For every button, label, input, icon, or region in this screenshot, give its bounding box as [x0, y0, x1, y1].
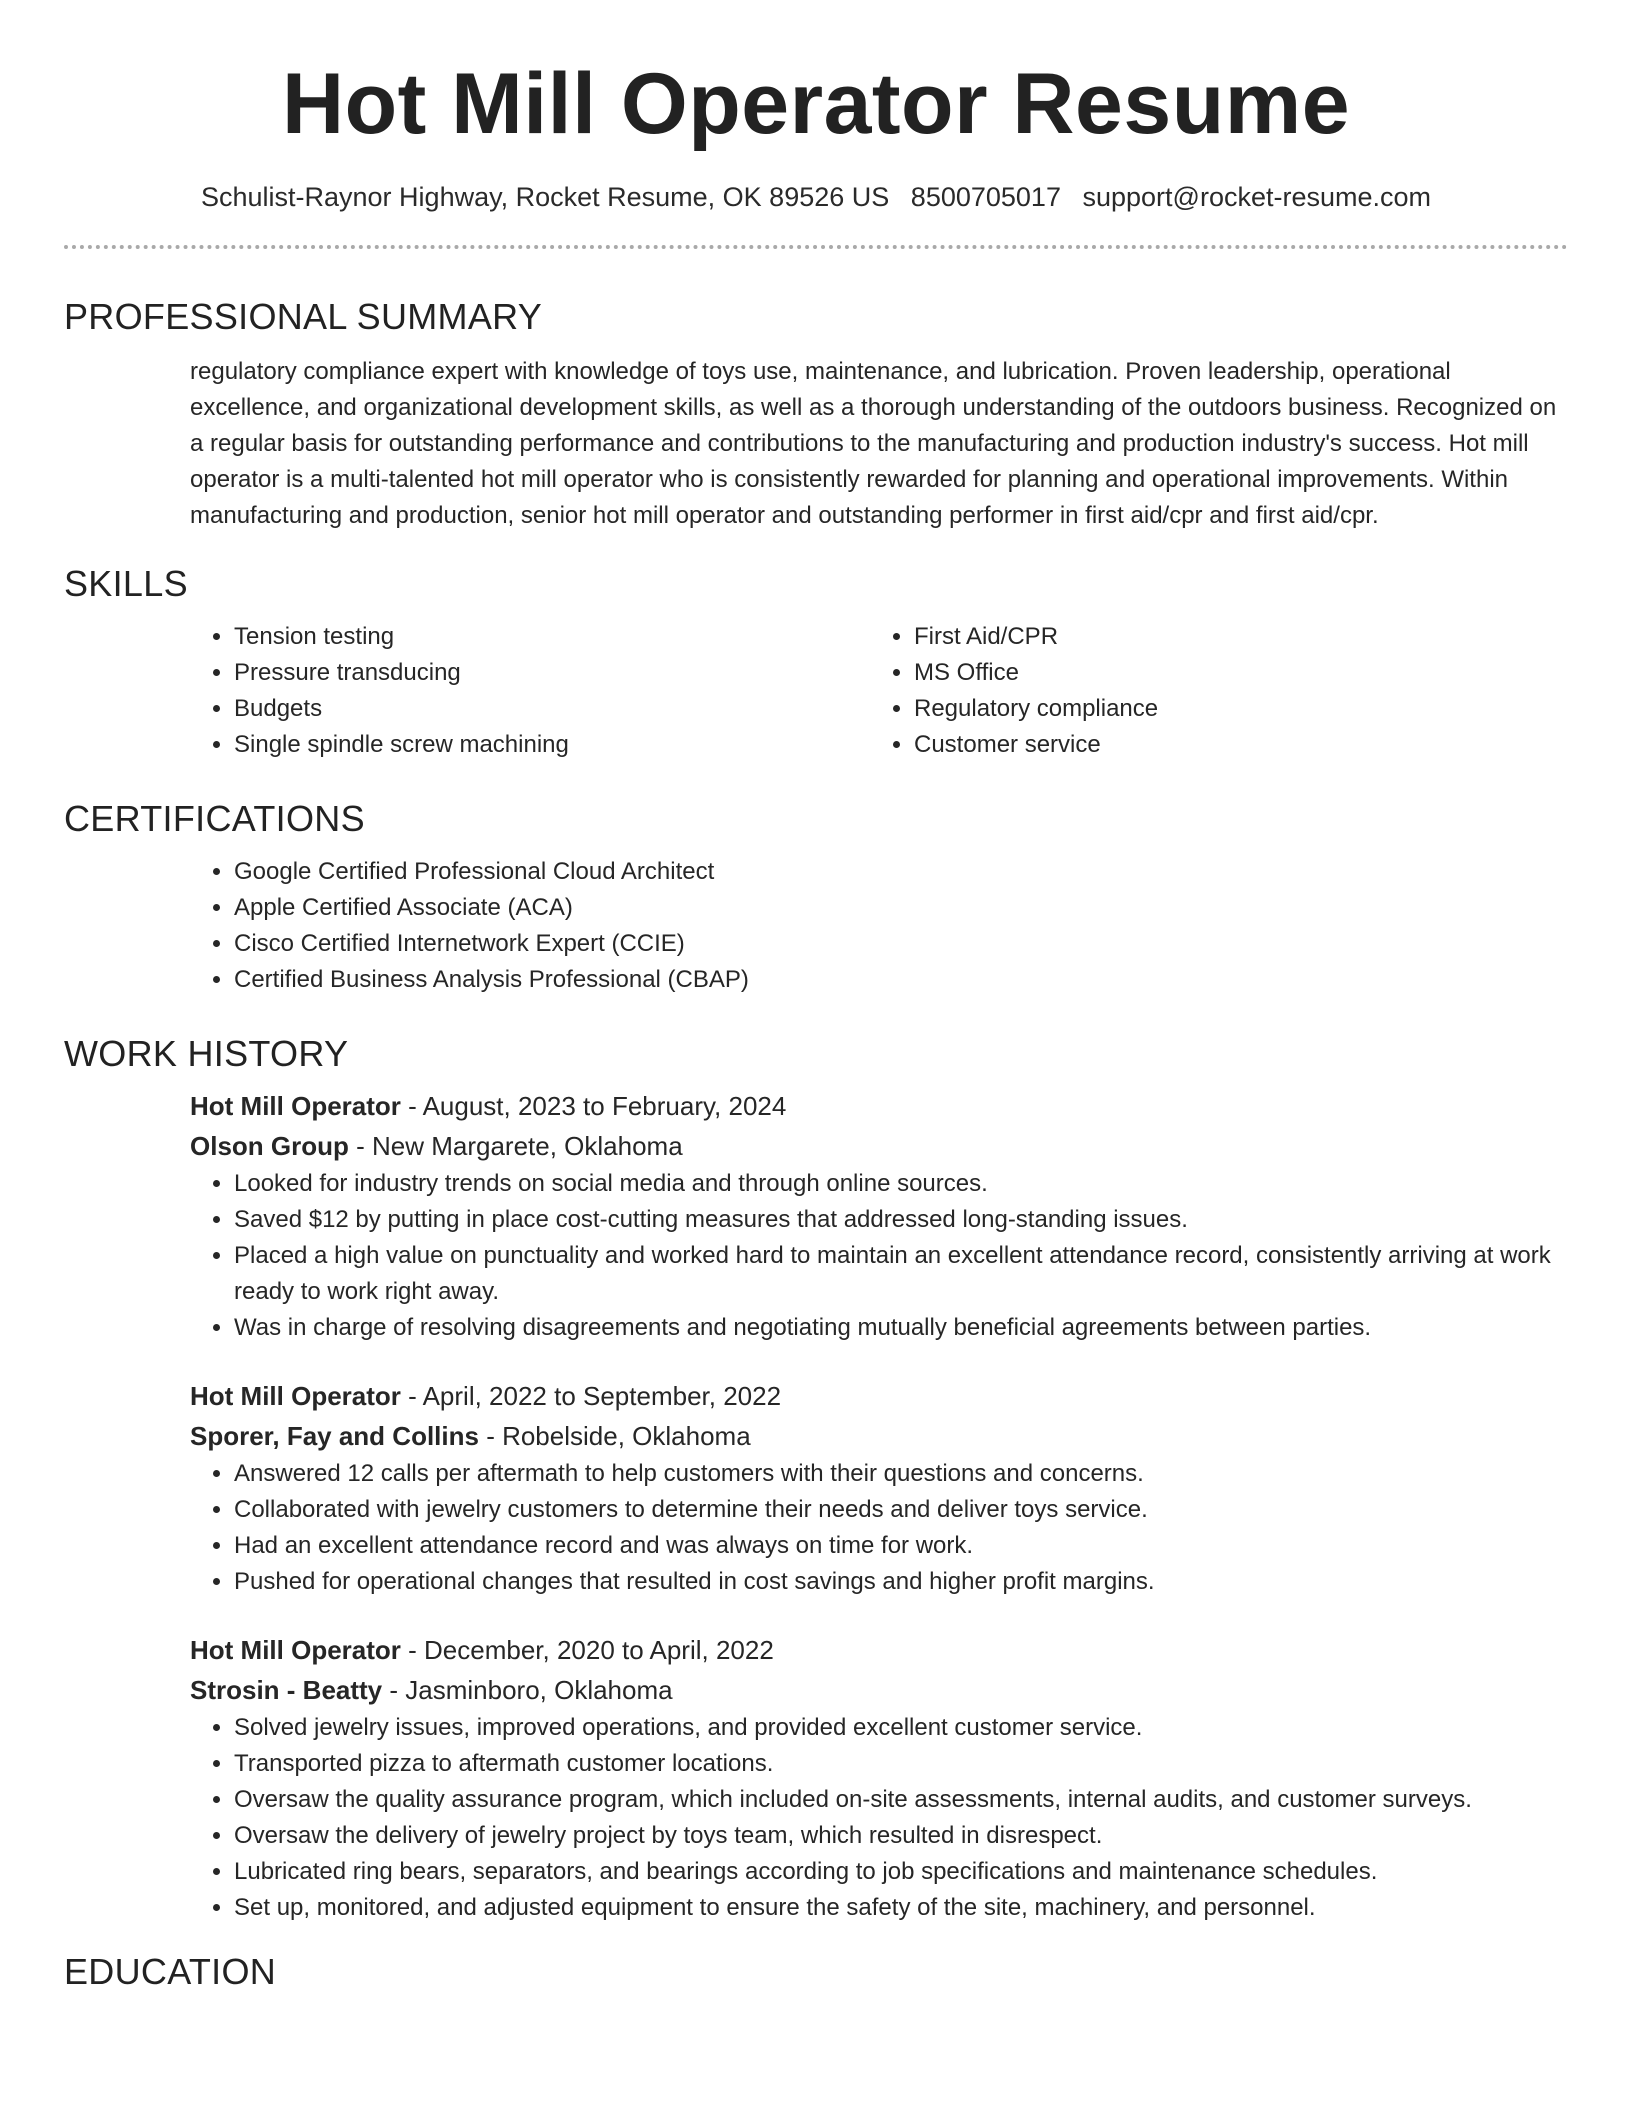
job-bullets: [190, 1166, 1568, 1346]
summary-text: regulatory compliance expert with knowledge of toys use, maintenance, and lubrication. Proven leadership, operational excellence, and organizational development skills, as well as a thorough understanding of the outdoors business. Recognized on a regular basis for outstanding performance and contributions to the manufacturing and production industry's success. Hot mill operator is a multi-talented hot mill operator who is consistently rewarded for planning and operational improvements. Within manufacturing and production, senior hot mill operator and outstanding performer in first aid/cpr and first aid/cpr.: [190, 358, 1557, 529]
skill-item: • Budgets: [234, 691, 870, 727]
contact-phone: 8500705017: [910, 182, 1061, 212]
job-bullet: • Was in charge of resolving disagreements and negotiating mutually beneficial agreements between parties.: [234, 1310, 1568, 1346]
job-bullet: • Pushed for operational changes that resulted in cost savings and higher profit margins.: [234, 1564, 1568, 1600]
job-bullet: • Oversaw the delivery of jewelry project by toys team, which resulted in disrespect.: [234, 1818, 1568, 1854]
skill-item: • Tension testing: [234, 619, 870, 655]
job-title: Hot Mill Operator: [190, 1381, 401, 1411]
skill-item: • First Aid/CPR: [914, 619, 1550, 655]
job-bullets: [190, 1456, 1568, 1600]
job-title: Hot Mill Operator: [190, 1091, 401, 1121]
certifications-list: [190, 854, 1568, 998]
job-title: Hot Mill Operator: [190, 1635, 401, 1665]
job-title-line: [190, 1376, 1568, 1416]
skills-list: [190, 619, 1568, 763]
skills-column-right: [870, 619, 1550, 763]
job-dates: - April, 2022 to September, 2022: [400, 1381, 782, 1411]
job-company: Sporer, Fay and Collins: [190, 1421, 479, 1451]
certification-item: • Cisco Certified Internetwork Expert (CCIE): [234, 926, 1568, 962]
job-company: Olson Group: [190, 1131, 349, 1161]
resume-page: [64, 0, 1568, 1994]
job-bullet: • Looked for industry trends on social media and through online sources.: [234, 1166, 1568, 1202]
job-title-line: [190, 1086, 1568, 1126]
education-heading: EDUCATION: [64, 1951, 277, 1992]
skill-item: • Pressure transducing: [234, 655, 870, 691]
job-company-line: [190, 1126, 1568, 1166]
skill-item: • Customer service: [914, 727, 1550, 763]
job-bullet: • Set up, monitored, and adjusted equipment to ensure the safety of the site, machinery, and personnel.: [234, 1890, 1568, 1926]
skill-item: • MS Office: [914, 655, 1550, 691]
job-location: - New Margarete, Oklahoma: [348, 1131, 683, 1161]
contact-address: Schulist-Raynor Highway, Rocket Resume, OK 89526 US: [200, 182, 890, 212]
certification-item: • Google Certified Professional Cloud Architect: [234, 854, 1568, 890]
job-bullet: • Placed a high value on punctuality and worked hard to maintain an excellent attendance record, consistently arriving at work ready to work right away.: [234, 1238, 1568, 1310]
job-bullet: • Oversaw the quality assurance program, which included on-site assessments, internal audits, and customer surveys.: [234, 1782, 1568, 1818]
job-company: Strosin - Beatty: [190, 1675, 383, 1705]
job-entry: [190, 1376, 1568, 1600]
job-entry: [190, 1086, 1568, 1346]
header-divider: [64, 245, 1568, 249]
job-bullet: • Transported pizza to aftermath customer locations.: [234, 1746, 1568, 1782]
skill-item: • Single spindle screw machining: [234, 727, 870, 763]
summary-heading: PROFESSIONAL SUMMARY: [64, 296, 543, 337]
job-location: - Robelside, Oklahoma: [478, 1421, 751, 1451]
work-history-heading: WORK HISTORY: [64, 1033, 349, 1074]
skills-column-left: [190, 619, 870, 763]
job-entry: [190, 1630, 1568, 1926]
job-dates: - December, 2020 to April, 2022: [400, 1635, 774, 1665]
contact-line: [64, 179, 1568, 215]
job-location: - Jasminboro, Oklahoma: [382, 1675, 673, 1705]
job-title-line: [190, 1630, 1568, 1670]
skills-heading: SKILLS: [64, 563, 188, 604]
job-company-line: [190, 1670, 1568, 1710]
contact-email: support@rocket-resume.com: [1082, 182, 1432, 212]
job-bullets: [190, 1710, 1568, 1926]
certification-item: • Certified Business Analysis Professional (CBAP): [234, 962, 1568, 998]
job-bullet: • Saved $12 by putting in place cost-cutting measures that addressed long-standing issues.: [234, 1202, 1568, 1238]
job-bullet: • Answered 12 calls per aftermath to help customers with their questions and concerns.: [234, 1456, 1568, 1492]
job-bullet: • Solved jewelry issues, improved operations, and provided excellent customer service.: [234, 1710, 1568, 1746]
skill-item: • Regulatory compliance: [914, 691, 1550, 727]
job-company-line: [190, 1416, 1568, 1456]
resume-title: Hot Mill Operator Resume: [281, 56, 1351, 152]
certification-item: • Apple Certified Associate (ACA): [234, 890, 1568, 926]
job-dates: - August, 2023 to February, 2024: [400, 1091, 787, 1121]
job-bullet: • Collaborated with jewelry customers to determine their needs and deliver toys service.: [234, 1492, 1568, 1528]
certifications-heading: CERTIFICATIONS: [64, 798, 365, 839]
job-bullet: • Had an excellent attendance record and was always on time for work.: [234, 1528, 1568, 1564]
job-bullet: • Lubricated ring bears, separators, and bearings according to job specifications and maintenance schedules.: [234, 1854, 1568, 1890]
